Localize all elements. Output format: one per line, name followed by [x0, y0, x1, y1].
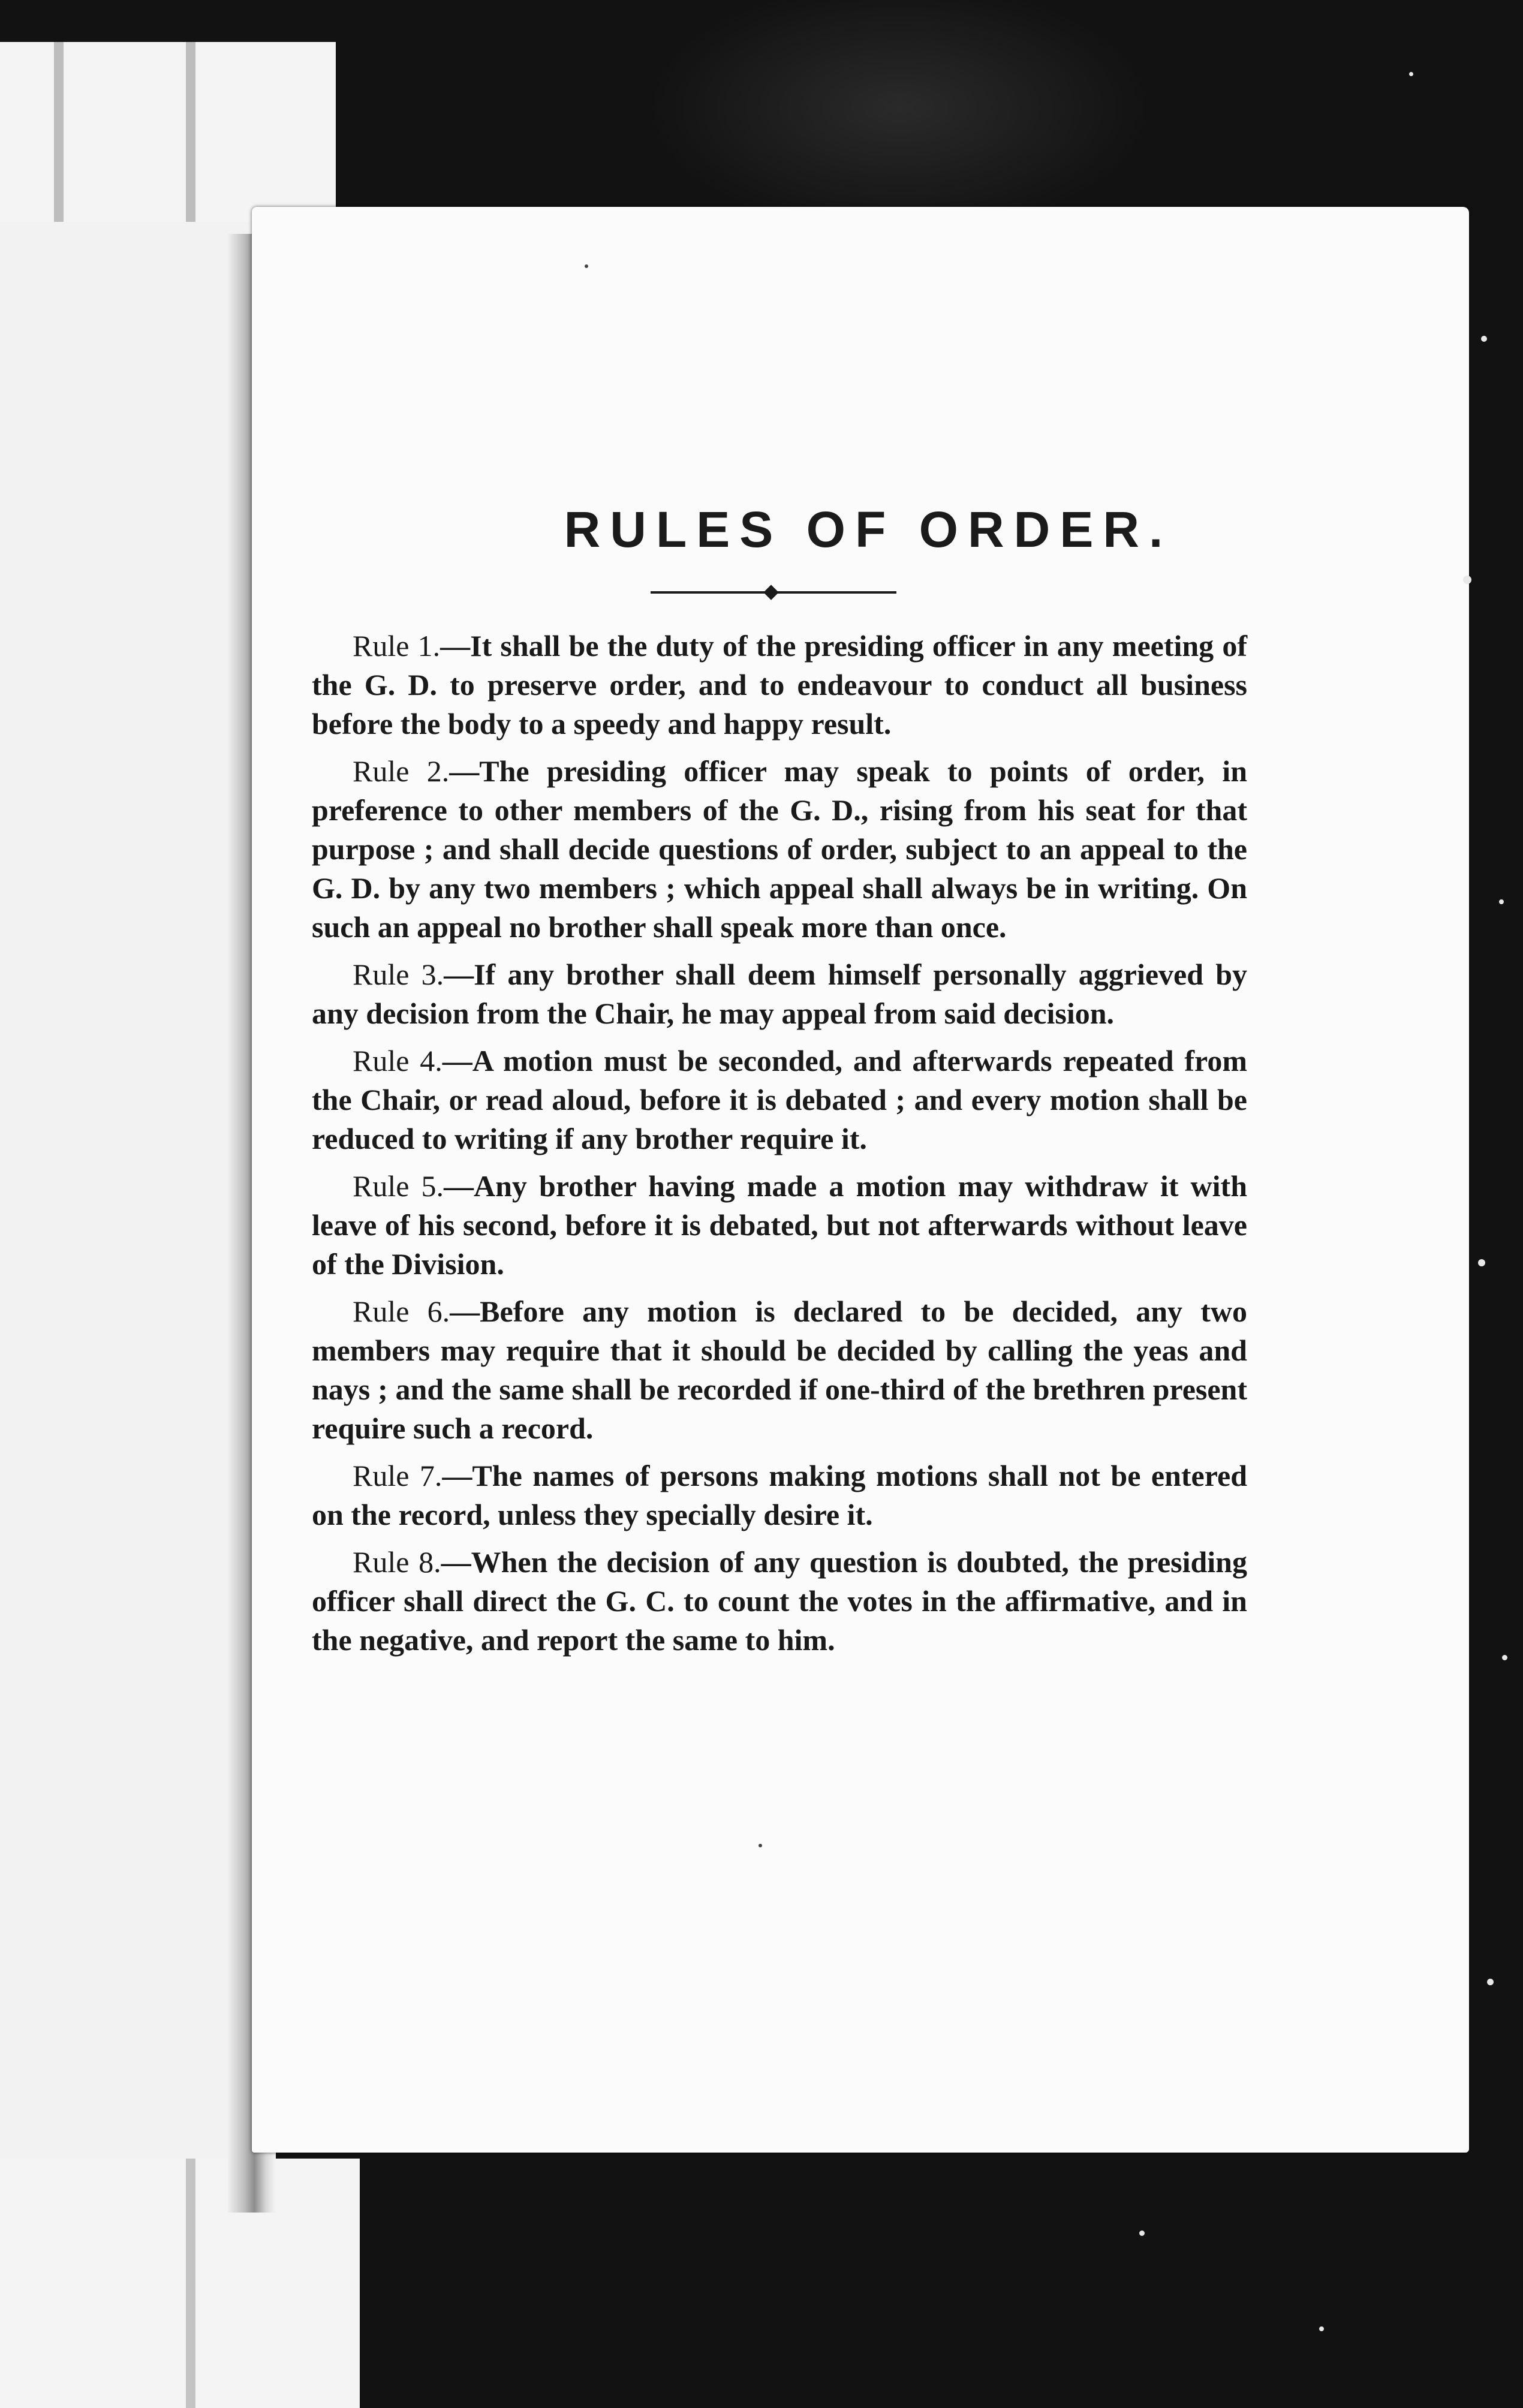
- rule-label: Rule 5.: [353, 1169, 444, 1203]
- scan-speck: [1139, 2231, 1145, 2236]
- ornament-diamond-icon: [763, 585, 778, 600]
- scan-speck: [1502, 1655, 1507, 1660]
- rule-label: Rule 8.: [353, 1545, 441, 1579]
- scan-speck: [1499, 899, 1504, 904]
- scan-speck: [1478, 1259, 1485, 1266]
- left-page-edge-line: [54, 42, 64, 234]
- rule-text: —It shall be the duty of the presiding officer in any meeting of the G. D. to preserve order, and to endeavour to conduct all business before the body to a speedy and happy result.: [312, 629, 1247, 741]
- rule-text: —The names of persons making motions shall not be entered on the record, unless they specially desire it.: [312, 1459, 1248, 1531]
- rule-paragraph: [312, 1456, 1247, 1534]
- rule-paragraph: [312, 1543, 1247, 1660]
- rule-paragraph: [312, 752, 1247, 947]
- rule-text: —Before any motion is declared to be decided, any two members may require that it should be decided by calling the yeas and nays ; and the same shall be recorded if one-third of the brethren present require such a record.: [312, 1295, 1248, 1445]
- rule-label: Rule 2.: [353, 754, 450, 788]
- left-page-edge-line: [186, 2159, 195, 2408]
- rule-text: —The presiding officer may speak to points of order, in preference to other members of the G. D., rising from his seat for that purpose ; and shall decide questions of order, subject to an appeal to the G. D. by any two members ; which appeal shall always be in writing. On such an appeal no brother shall speak more than once.: [312, 754, 1248, 944]
- rule-text: —When the decision of any question is doubted, the presiding officer shall direct the G. C. to count the votes in the affirmative, and in the negative, and report the same to him.: [312, 1545, 1247, 1657]
- rule-paragraph: [312, 1167, 1247, 1284]
- rule-label: Rule 1.: [353, 629, 441, 663]
- rule-paragraph: [312, 955, 1247, 1033]
- title-ornament: [651, 585, 896, 599]
- scan-speck: [1481, 336, 1487, 342]
- rule-label: Rule 6.: [353, 1295, 450, 1328]
- scan-speck: [1463, 576, 1471, 584]
- previous-page: [0, 222, 252, 2201]
- print-speck: [759, 1844, 762, 1847]
- rule-paragraph: [312, 1292, 1247, 1448]
- rule-label: Rule 3.: [353, 958, 444, 991]
- scan-speck: [1409, 72, 1413, 76]
- document-page: [252, 207, 1469, 2153]
- rule-label: Rule 4.: [353, 1044, 443, 1077]
- left-page-edge-line: [186, 42, 195, 234]
- page-title: RULES OF ORDER.: [564, 501, 1173, 558]
- scan-speck: [1319, 2326, 1324, 2331]
- scan-speck: [1487, 1979, 1494, 1985]
- rule-text: —Any brother having made a motion may withdraw it with leave of his second, before it is debated, but not afterwards without leave of the Division.: [312, 1169, 1248, 1281]
- rule-text: —If any brother shall deem himself personally aggrieved by any decision from the Chair, he may appeal from said decision.: [312, 958, 1247, 1030]
- rule-label: Rule 7.: [353, 1459, 443, 1492]
- rule-paragraph: [312, 1042, 1247, 1158]
- rule-paragraph: [312, 627, 1247, 744]
- left-page-top-strip: [0, 42, 336, 234]
- rule-text: —A motion must be seconded, and afterwards repeated from the Chair, or read aloud, before it is debated ; and every motion shall be reduced to writing if any brother require it.: [312, 1044, 1247, 1155]
- left-page-bottom-strip: [0, 2159, 360, 2408]
- rules-list: [312, 627, 1247, 1668]
- print-speck: [585, 264, 588, 268]
